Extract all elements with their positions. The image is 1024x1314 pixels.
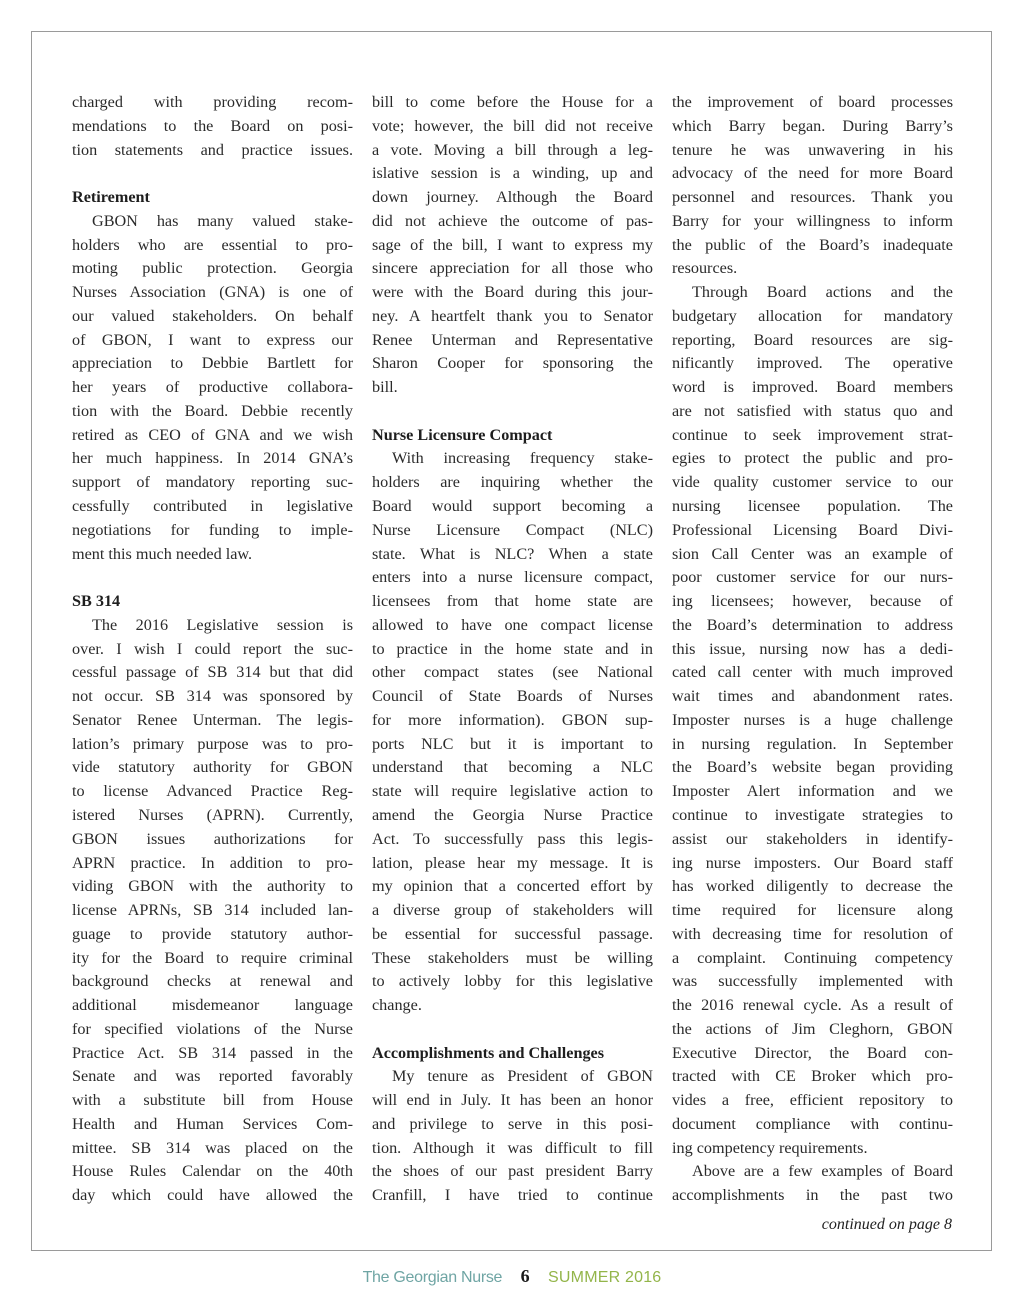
- text-line: in nursing regulation. In September: [672, 734, 953, 753]
- page-footer: [0, 1266, 1024, 1287]
- text-line: advocacy of the need for more Board: [672, 164, 953, 183]
- text-line: licensees from that home state are: [372, 592, 653, 611]
- text-line: our valued stakeholders. On behalf: [72, 306, 353, 325]
- text-line: cessful passage of SB 314 but that did: [72, 663, 353, 682]
- text-line: continue to investigate strategies to: [672, 805, 953, 824]
- text-line: this issue, nursing now has a dedi-: [672, 639, 953, 658]
- text-line: Nurse Licensure Compact (NLC): [372, 520, 653, 539]
- text-line: Sharon Cooper for sponsoring the: [372, 354, 653, 373]
- text-line: were with the Board during this jour-: [372, 283, 653, 302]
- text-line: license APRNs, SB 314 included lan-: [72, 901, 353, 920]
- text-line: ports NLC but it is important to: [372, 734, 653, 753]
- text-line: APRN practice. In addition to pro-: [72, 853, 353, 872]
- text-line: day which could have allowed the: [72, 1186, 353, 1205]
- column-2: [372, 91, 653, 1208]
- text-line: Board would support becoming a: [372, 497, 653, 516]
- text-line: accomplishments in the past two: [672, 1186, 953, 1205]
- text-line: ity for the Board to require criminal: [72, 948, 353, 967]
- text-line: amend the Georgia Nurse Practice: [372, 805, 653, 824]
- section-heading: Retirement: [72, 188, 150, 207]
- text-line: tion statements and practice issues.: [72, 140, 353, 159]
- text-line: sion Call Center was an example of: [672, 544, 953, 563]
- text-line: mittee. SB 314 was placed on the: [72, 1138, 353, 1157]
- text-line: document compliance with continu-: [672, 1114, 953, 1133]
- text-line: a diverse group of stakeholders will: [372, 901, 653, 920]
- text-line: to practice in the home state and in: [372, 639, 653, 658]
- text-line: Imposter nurses is a huge challenge: [672, 710, 953, 729]
- text-line: Senator Renee Unterman. The legis-: [72, 710, 353, 729]
- text-line: GBON issues authorizations for: [72, 829, 353, 848]
- text-line: bill to come before the House for a: [372, 93, 653, 111]
- blank-line: [72, 566, 353, 590]
- text-line: Practice Act. SB 314 passed in the: [72, 1043, 353, 1062]
- text-line: time required for licensure along: [672, 901, 953, 920]
- section-heading: Nurse Licensure Compact: [372, 425, 553, 444]
- text-line: Senate and was reported favorably: [72, 1067, 353, 1086]
- text-line: Barry for your willingness to inform: [672, 211, 953, 230]
- text-line: wait times and abandonment rates.: [672, 687, 953, 706]
- text-line: ing licensees; however, because of: [672, 592, 953, 611]
- text-line: tracted with CE Broker which pro-: [672, 1067, 953, 1086]
- text-line: vides a free, efficient repository to: [672, 1091, 953, 1110]
- text-line: Above are a few examples of Board: [692, 1162, 953, 1181]
- text-line: with decreasing time for resolution of: [672, 924, 953, 943]
- blank-line: [372, 1018, 653, 1042]
- text-line: budgetary allocation for mandatory: [672, 306, 953, 325]
- text-line: lation, please hear my message. It is: [372, 853, 653, 872]
- text-line: be essential for successful passage.: [372, 924, 653, 943]
- text-line: understand that becoming a NLC: [372, 758, 653, 777]
- text-line: tion with the Board. Debbie recently: [72, 401, 353, 420]
- text-line: cessfully contributed in legislative: [72, 497, 353, 516]
- text-line: Renee Unterman and Representative: [372, 330, 653, 349]
- text-line: the shoes of our past president Barry: [372, 1162, 653, 1181]
- text-line: poor customer service for our nurs-: [672, 568, 953, 587]
- text-line: egies to protect the public and pro-: [672, 449, 953, 468]
- text-line: Health and Human Services Com-: [72, 1114, 353, 1133]
- page-number: 6: [520, 1266, 530, 1286]
- text-line: viding GBON with the authority to: [72, 877, 353, 896]
- text-line: reporting, Board resources are sig-: [672, 330, 953, 349]
- text-line: sage of the bill, I want to express my: [372, 235, 653, 254]
- text-line: With increasing frequency stake-: [392, 449, 653, 468]
- text-line: not occur. SB 314 was sponsored by: [72, 687, 353, 706]
- text-line: a vote. Moving a bill through a leg-: [372, 140, 653, 159]
- text-line: assist our stakeholders in identify-: [672, 829, 953, 848]
- text-line: my opinion that a concerted effort by: [372, 877, 653, 896]
- text-line: of GBON, I want to express our: [72, 330, 353, 349]
- text-line: personnel and resources. Thank you: [672, 188, 953, 207]
- text-line: vide statutory authority for GBON: [72, 758, 353, 777]
- text-line: was successfully implemented with: [672, 972, 953, 991]
- text-line: Council of State Boards of Nurses: [372, 687, 653, 706]
- text-line: negotiations for funding to imple-: [72, 520, 353, 539]
- section-heading: Accomplishments and Challenges: [372, 1043, 605, 1062]
- text-line: to license Advanced Practice Reg-: [72, 782, 353, 801]
- text-line: ney. A heartfelt thank you to Senator: [372, 306, 653, 325]
- text-line: holders who are essential to pro-: [72, 235, 353, 254]
- text-line: the public of the Board’s inadequate: [672, 235, 953, 254]
- text-line: the actions of Jim Cleghorn, GBON: [672, 1019, 953, 1038]
- text-line: tenure he was unwavering in his: [672, 140, 953, 159]
- text-line: bill.: [372, 378, 398, 397]
- text-line: holders are inquiring whether the: [372, 473, 653, 492]
- text-line: continue to seek improvement strat-: [672, 425, 953, 444]
- text-line: down journey. Although the Board: [372, 188, 653, 207]
- text-line: allowed to have one compact license: [372, 615, 653, 634]
- text-line: which Barry began. During Barry’s: [672, 116, 953, 135]
- text-line: vote; however, the bill did not receive: [372, 116, 653, 135]
- text-line: a complaint. Continuing competency: [672, 948, 953, 967]
- column-1: [72, 91, 353, 1208]
- text-line: with a substitute bill from House: [72, 1091, 353, 1110]
- text-line: nursing licensee population. The: [672, 497, 953, 516]
- text-line: Act. To successfully pass this legis-: [372, 829, 653, 848]
- text-line: the Board’s website began providing: [672, 758, 953, 777]
- text-line: charged with providing recom-: [72, 93, 353, 111]
- text-line: lation’s primary purpose was to pro-: [72, 734, 353, 753]
- text-line: Through Board actions and the: [692, 283, 953, 302]
- text-line: Nurses Association (GNA) is one of: [72, 283, 353, 302]
- text-line: vide quality customer service to our: [672, 473, 953, 492]
- text-line: Professional Licensing Board Divi-: [672, 520, 953, 539]
- text-line: The 2016 Legislative session is: [92, 615, 353, 634]
- text-line: ing nurse imposters. Our Board staff: [672, 853, 953, 872]
- publication-name: The Georgian Nurse: [362, 1269, 503, 1286]
- text-line: for more information). GBON sup-: [372, 710, 653, 729]
- text-line: her years of productive collabora-: [72, 378, 353, 397]
- text-line: word is improved. Board members: [672, 378, 953, 397]
- text-line: istered Nurses (APRN). Currently,: [72, 805, 353, 824]
- text-line: the improvement of board processes: [672, 93, 953, 111]
- text-line: My tenure as President of GBON: [392, 1067, 653, 1086]
- text-line: enters into a nurse licensure compact,: [372, 568, 653, 587]
- text-line: nificantly improved. The operative: [672, 354, 953, 373]
- text-line: other compact states (see National: [372, 663, 653, 682]
- text-line: retired as CEO of GNA and we wish: [72, 425, 353, 444]
- text-line: additional misdemeanor language: [72, 996, 353, 1015]
- text-line: for specified violations of the Nurse: [72, 1019, 353, 1038]
- text-line: support of mandatory reporting suc-: [72, 473, 353, 492]
- text-line: Executive Director, the Board con-: [672, 1043, 953, 1062]
- text-line: ing competency requirements.: [672, 1138, 868, 1157]
- text-line: mendations to the Board on posi-: [72, 116, 353, 135]
- text-line: the 2016 renewal cycle. As a result of: [672, 996, 953, 1015]
- text-line: ment this much needed law.: [72, 544, 253, 563]
- text-line: state will require legislative action to: [372, 782, 653, 801]
- text-line: tion. Although it was difficult to fill: [372, 1138, 653, 1157]
- text-line: cated call center with much improved: [672, 663, 953, 682]
- continued-note[interactable]: continued on page 8: [821, 1216, 952, 1233]
- text-line: GBON has many valued stake-: [92, 211, 353, 230]
- text-line: appreciation to Debbie Bartlett for: [72, 354, 353, 373]
- text-line: over. I wish I could report the suc-: [72, 639, 353, 658]
- text-line: will end in July. It has been an honor: [372, 1091, 653, 1110]
- text-line: sincere appreciation for all those who: [372, 259, 653, 278]
- text-line: has worked diligently to decrease the: [672, 877, 953, 896]
- issue-label: SUMMER 2016: [548, 1269, 662, 1286]
- text-line: Cranfill, I have tried to continue: [372, 1186, 653, 1205]
- text-line: background checks at renewal and: [72, 972, 353, 991]
- text-line: and privilege to serve in this posi-: [372, 1114, 653, 1133]
- text-line: to actively lobby for this legislative: [372, 972, 653, 991]
- text-line: These stakeholders must be willing: [372, 948, 653, 967]
- section-heading: SB 314: [72, 592, 121, 611]
- text-line: resources.: [672, 259, 738, 278]
- text-line: her much happiness. In 2014 GNA’s: [72, 449, 353, 468]
- text-line: guage to provide statutory author-: [72, 924, 353, 943]
- text-line: the Board’s determination to address: [672, 615, 953, 634]
- text-line: moting public protection. Georgia: [72, 259, 353, 278]
- text-line: are not satisfied with status quo and: [672, 401, 953, 420]
- text-line: state. What is NLC? When a state: [372, 544, 653, 563]
- text-line: islative session is a winding, up and: [372, 164, 653, 183]
- column-3: [672, 91, 953, 1208]
- text-line: Imposter Alert information and we: [672, 782, 953, 801]
- text-line: did not achieve the outcome of pas-: [372, 211, 653, 230]
- text-line: House Rules Calendar on the 40th: [72, 1162, 353, 1181]
- blank-line: [72, 162, 353, 186]
- blank-line: [372, 400, 653, 424]
- text-line: change.: [372, 996, 422, 1015]
